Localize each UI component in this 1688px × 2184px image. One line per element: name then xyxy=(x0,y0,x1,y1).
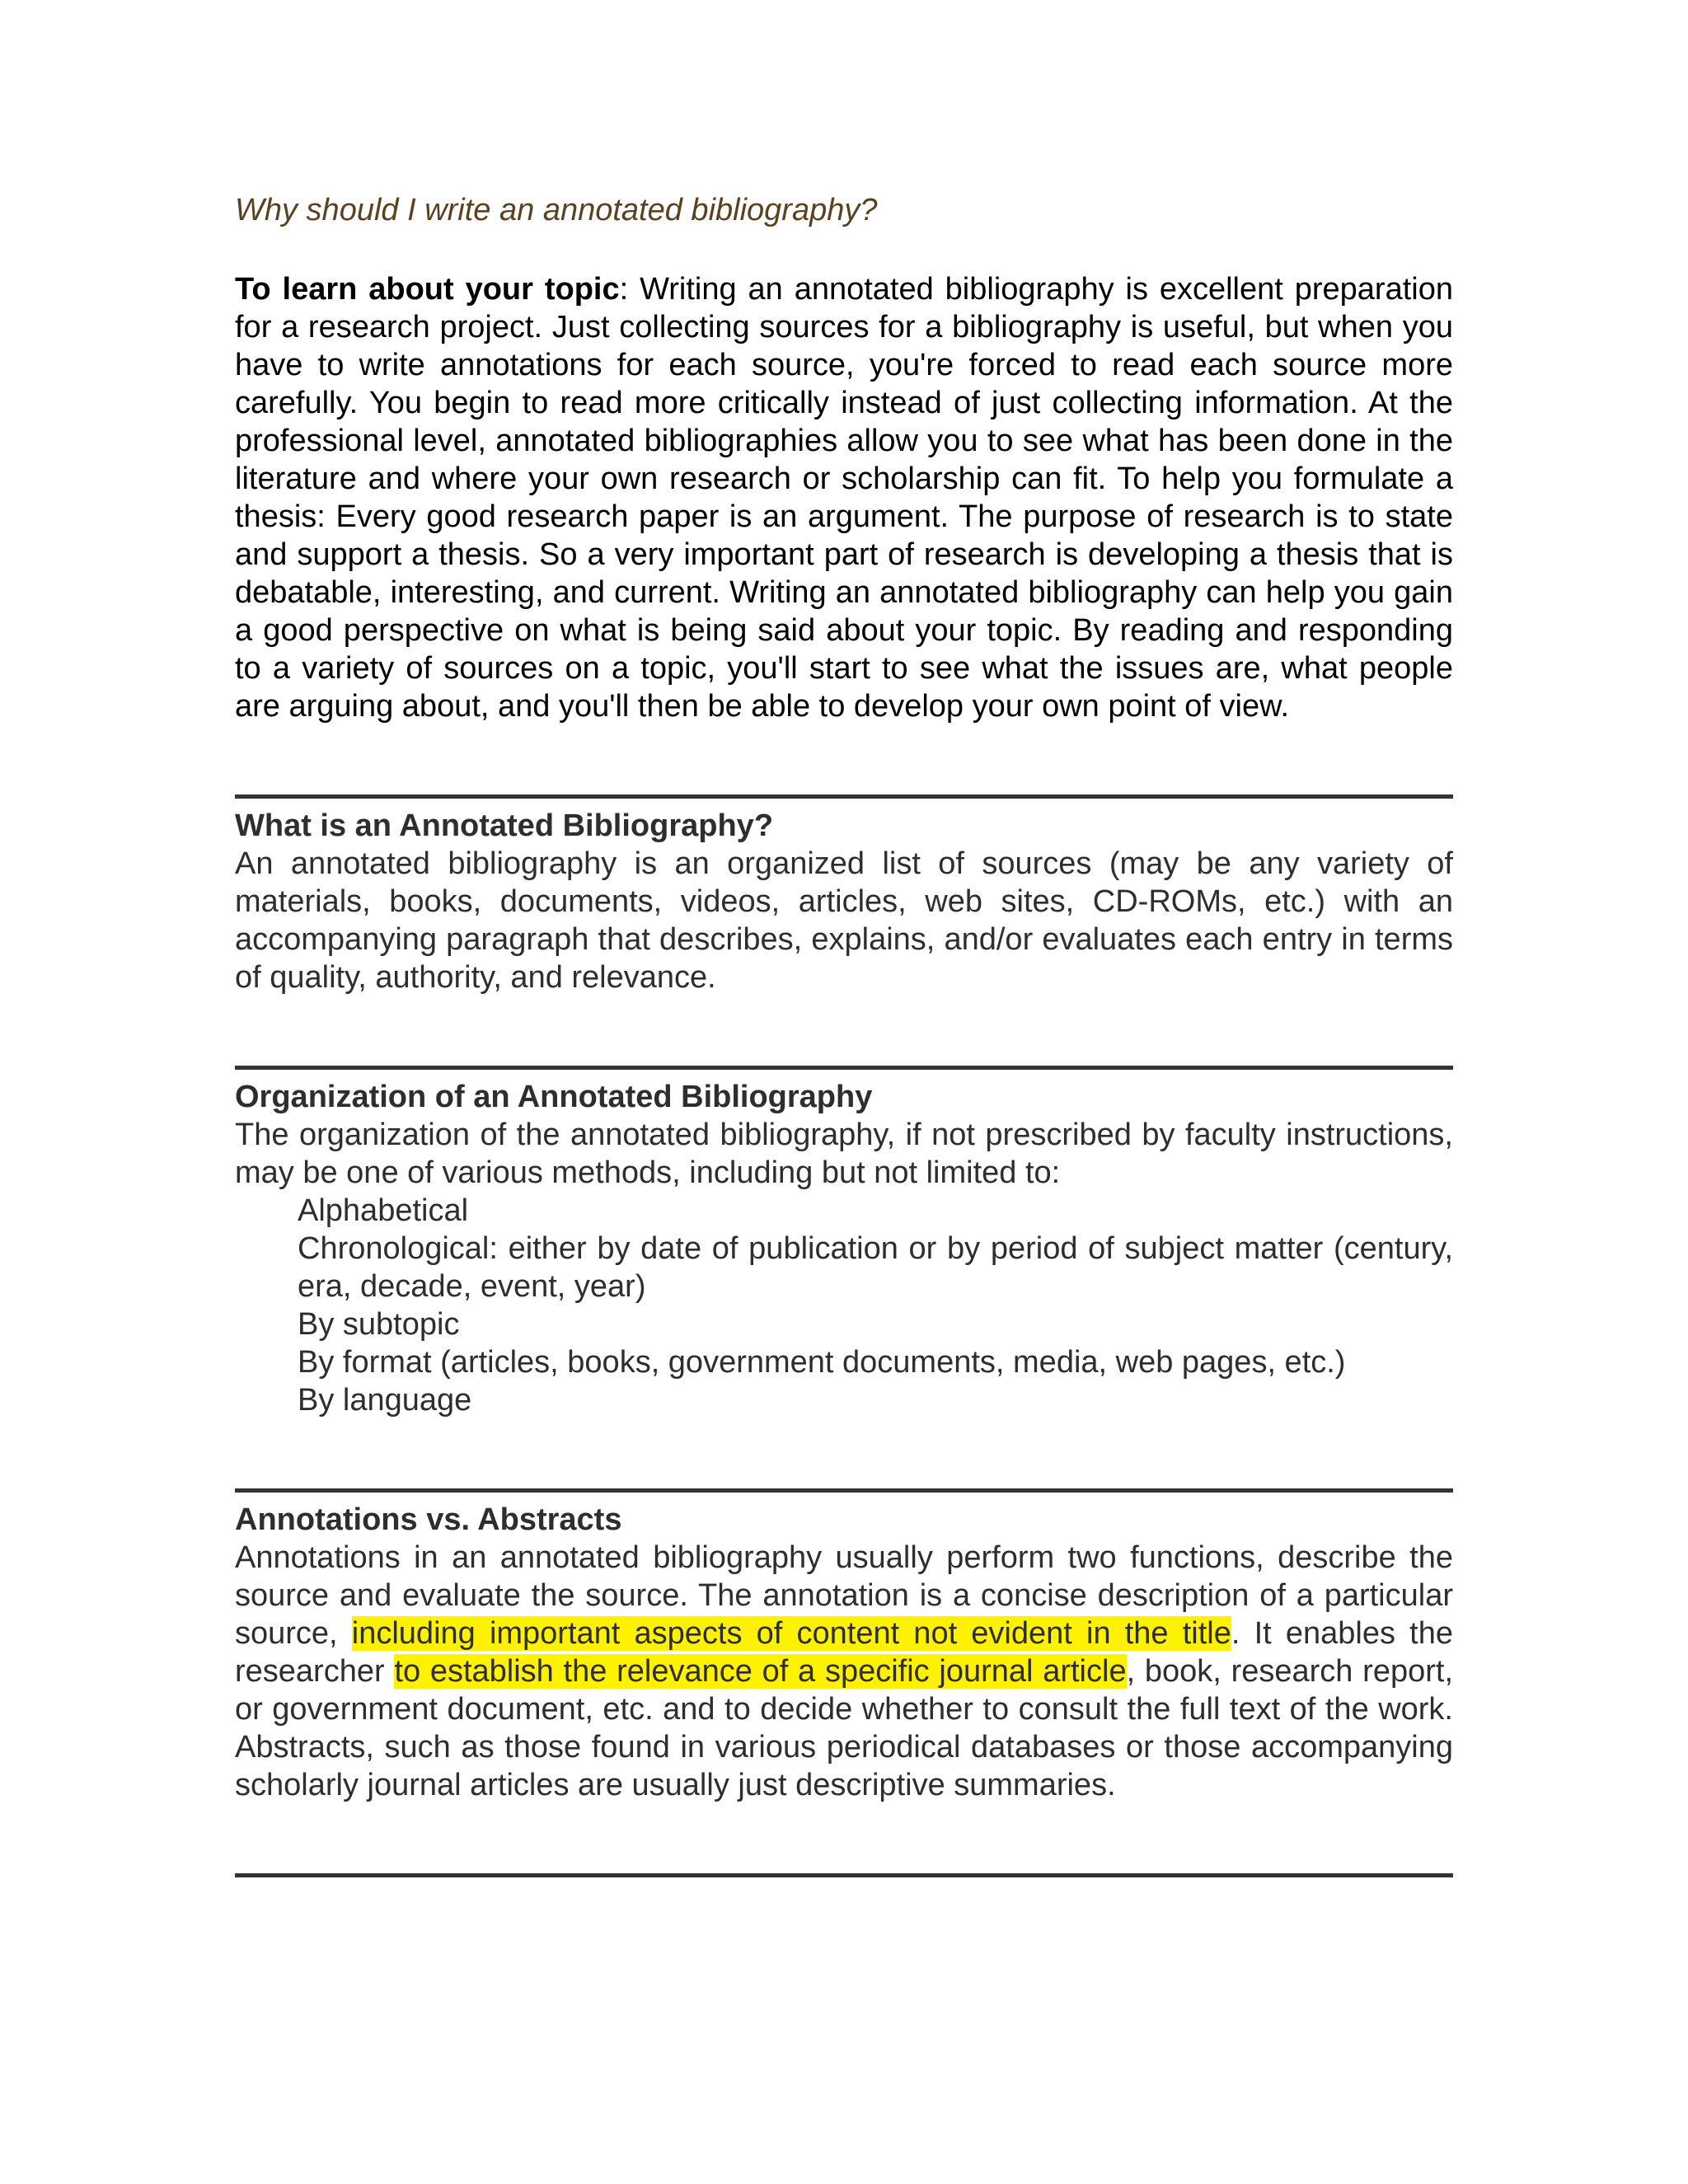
document-page xyxy=(235,191,1453,1877)
list-item: Chronological: either by date of publication or by period of subject matter (century, era, decade, event, year) xyxy=(298,1231,1453,1304)
what-title: What is an Annotated Bibliography? xyxy=(235,808,774,843)
highlight-1: including important aspects of content not evident in the title xyxy=(351,1616,1231,1651)
why-lead-rest: : Writing an annotated bibliography is excellent preparation for a research project. Just collecting sources for a bibliography is useful, but when you have to write annotations for each source, you're forced to read each source more carefully. You begin to read more critically instead of just collecting information. At the professional level, annotated bibliographies allow you to see what has been done in the literature and where your own research or scholarship can fit. To help you formulate a thesis: Every good research paper is an argument. The purpose of research is to state and support a thesis. So a very important part of research is developing a thesis that is debatable, interesting, and current. Writing an annotated bibliography can help you gain a good perspective on what is being said about your topic. By reading and responding to a variety of sources on a topic, you'll start to see what the issues are, what people are arguing about, and you'll then be able to develop your own point of view. xyxy=(235,272,1453,724)
why-lead-bold: To learn about your topic xyxy=(235,272,620,307)
section-divider xyxy=(235,1488,1453,1493)
section-divider xyxy=(235,794,1453,799)
why-paragraph xyxy=(235,270,1453,725)
list-item: Alphabetical xyxy=(298,1193,469,1228)
annotations-part3: , book, research report, or government document, etc. and to decide whether to consult the full text of the work. Abstracts, such as those found in various periodical databases or those accompanying scholarly journal articles are usually just descriptive summaries. xyxy=(235,1654,1453,1802)
list-item: By subtopic xyxy=(298,1307,460,1342)
annotations-part2: . It enables the researcher xyxy=(235,1616,1453,1689)
annotations-part1: Annotations in an annotated bibliography usually perform two functions, describe the source and evaluate the source. The annotation is a concise description of a particular source, xyxy=(235,1540,1453,1651)
organization-list xyxy=(235,1192,1453,1419)
annotations-title: Annotations vs. Abstracts xyxy=(235,1502,622,1537)
what-body: An annotated bibliography is an organized list of sources (may be any variety of materials, books, documents, videos, articles, web sites, CD-ROMs, etc.) with an accompanying paragraph that describes, explains, and/or evaluates each entry in terms of quality, authority, and relevance. xyxy=(235,846,1453,995)
highlight-2: to establish the relevance of a specific journal article xyxy=(394,1654,1127,1689)
section-divider xyxy=(235,1873,1453,1877)
annotations-body xyxy=(235,1539,1453,1804)
organization-title: Organization of an Annotated Bibliography xyxy=(235,1080,873,1114)
why-heading: Why should I write an annotated bibliography? xyxy=(235,193,878,227)
list-item: By language xyxy=(298,1383,472,1418)
section-divider xyxy=(235,1066,1453,1070)
organization-body: The organization of the annotated bibliography, if not prescribed by faculty instructions, may be one of various methods, including but not limited to: xyxy=(235,1118,1453,1190)
list-item: By format (articles, books, government documents, media, web pages, etc.) xyxy=(298,1345,1346,1380)
